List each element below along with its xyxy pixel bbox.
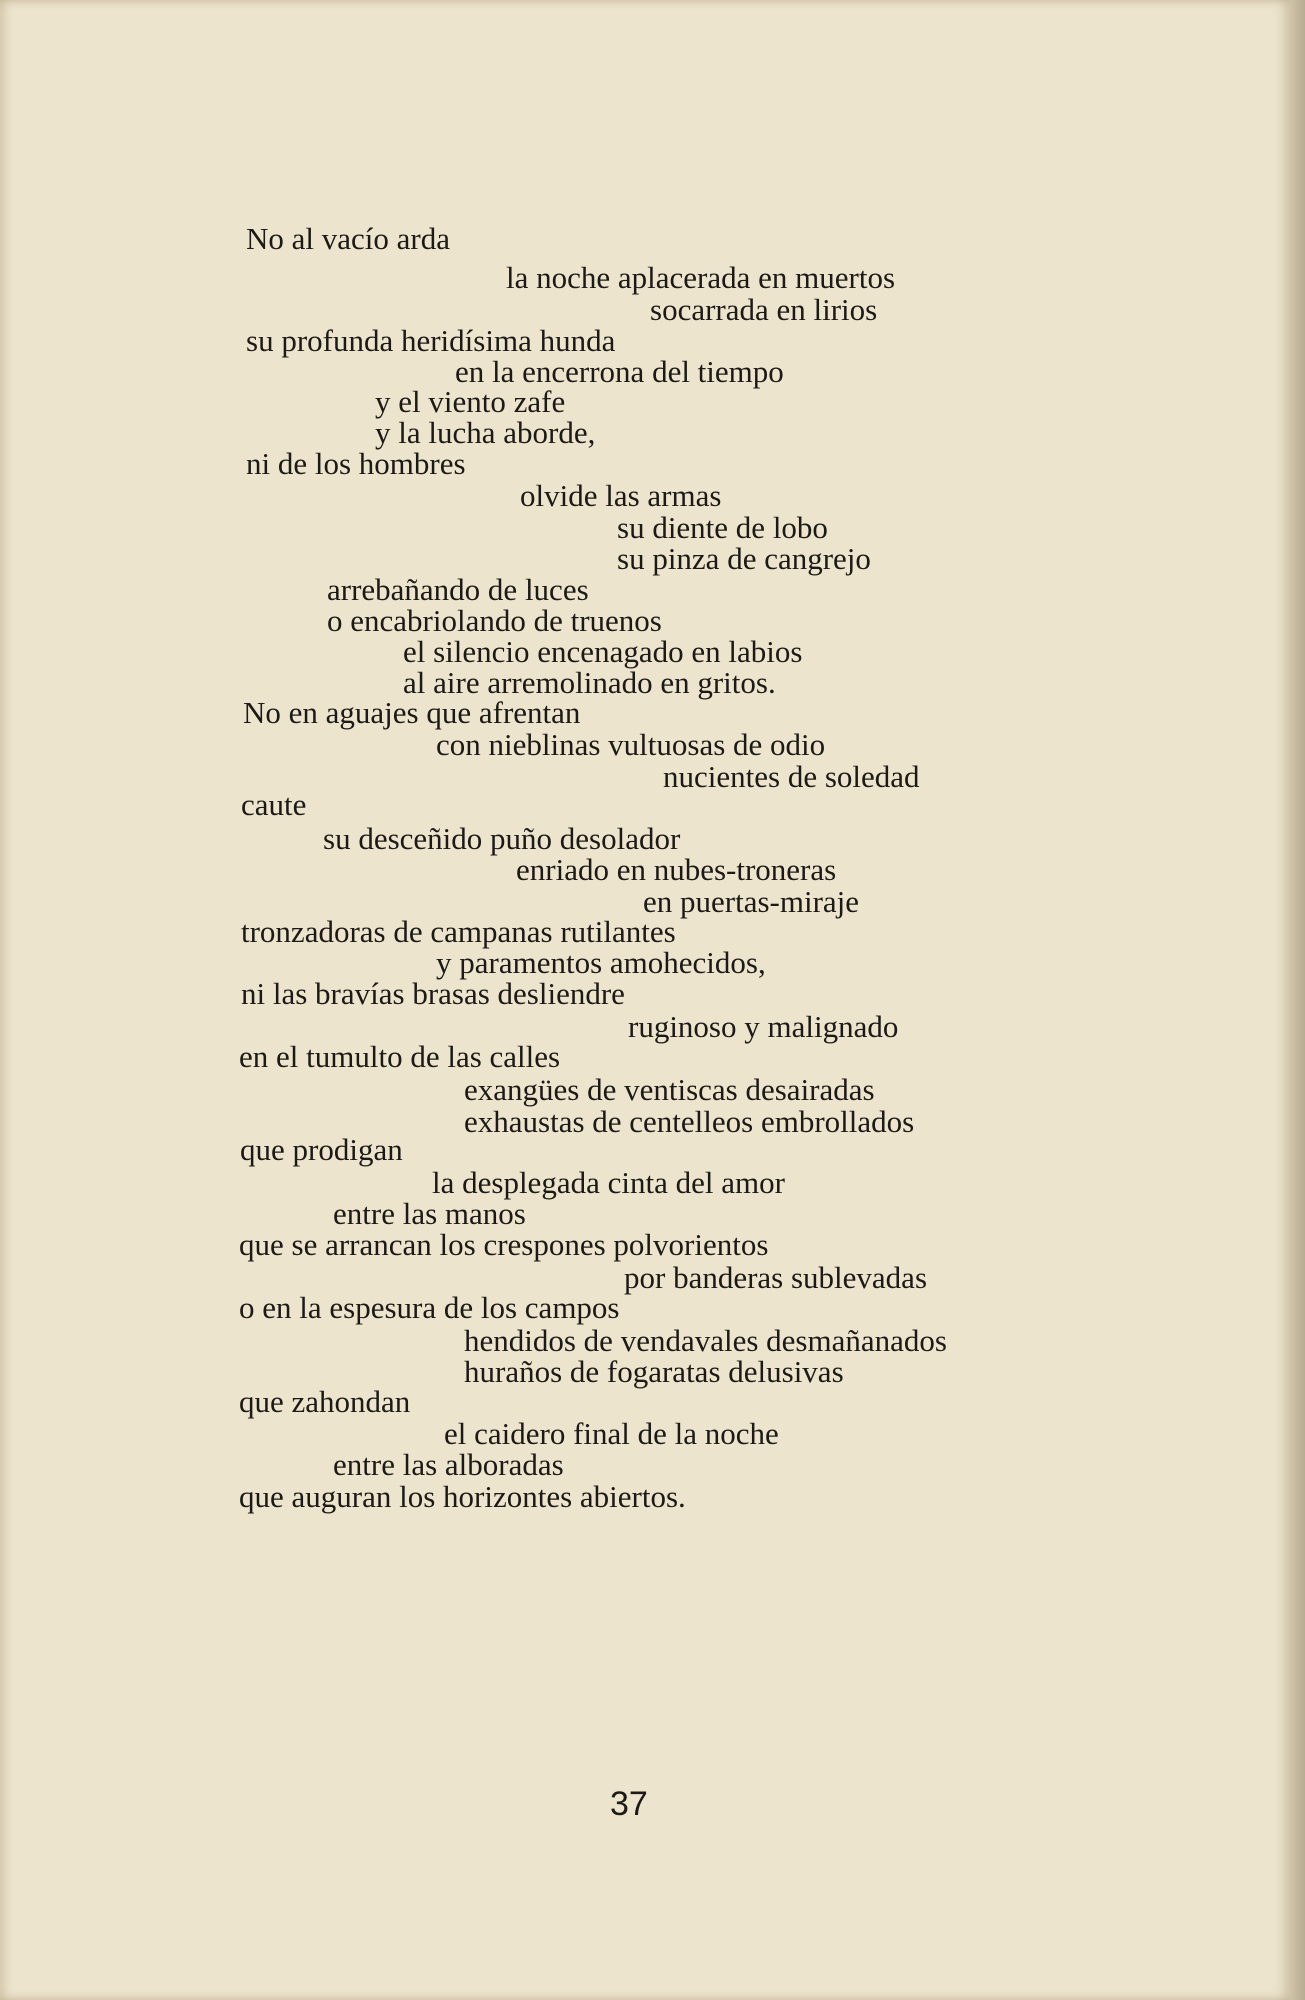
poem-line: ruginoso y malignado bbox=[628, 1009, 899, 1044]
poem-line: ni de los hombres bbox=[246, 446, 466, 481]
poem-line: su diente de lobo bbox=[617, 510, 828, 545]
poem-line: que se arrancan los crespones polvorientos bbox=[239, 1227, 769, 1262]
poem-line: socarrada en lirios bbox=[650, 292, 878, 327]
page-number: 37 bbox=[610, 1785, 648, 1823]
poem-line: arrebañando de luces bbox=[327, 572, 589, 607]
poem-line: ni las bravías brasas desliendre bbox=[241, 976, 625, 1011]
poem-line: con nieblinas vultuosas de odio bbox=[436, 727, 826, 762]
poem-line: que zahondan bbox=[239, 1384, 411, 1419]
poem-line: su desceñido puño desolador bbox=[323, 821, 681, 856]
poem-line: en la encerrona del tiempo bbox=[455, 354, 784, 389]
poem-line: por banderas sublevadas bbox=[624, 1260, 928, 1295]
poem-line: en el tumulto de las calles bbox=[239, 1039, 561, 1074]
poem-line: nucientes de soledad bbox=[663, 759, 920, 794]
poem-line: y la lucha aborde, bbox=[375, 415, 596, 450]
poem-line: que prodigan bbox=[240, 1132, 403, 1167]
poem-line: que auguran los horizontes abiertos. bbox=[239, 1479, 686, 1514]
poem-line: el caidero final de la noche bbox=[444, 1416, 779, 1451]
poem-line: o encabriolando de truenos bbox=[327, 603, 662, 638]
poem-line: entre las manos bbox=[333, 1196, 526, 1231]
poem-line: o en la espesura de los campos bbox=[239, 1290, 620, 1325]
poem-line: caute bbox=[241, 787, 307, 822]
poem-line: su profunda heridísima hunda bbox=[246, 323, 616, 358]
poem-line: y paramentos amohecidos, bbox=[436, 945, 766, 980]
poem-line: hendidos de vendavales desmañanados bbox=[464, 1323, 947, 1358]
poem-line: la desplegada cinta del amor bbox=[432, 1165, 785, 1200]
poem-line: en puertas-miraje bbox=[643, 884, 860, 919]
poem-line: exangües de ventiscas desairadas bbox=[464, 1072, 875, 1107]
poem-line: el silencio encenagado en labios bbox=[403, 634, 803, 669]
poem-line: exhaustas de centelleos embrollados bbox=[464, 1104, 915, 1139]
poem-line: olvide las armas bbox=[520, 478, 722, 513]
poem-line: huraños de fogaratas delusivas bbox=[464, 1354, 844, 1389]
poem-line: su pinza de cangrejo bbox=[617, 541, 871, 576]
page-edge bbox=[1290, 0, 1305, 2000]
poem-line: enriado en nubes-troneras bbox=[516, 852, 837, 887]
poem-line: entre las alboradas bbox=[333, 1447, 564, 1482]
poem-line: No en aguajes que afrentan bbox=[243, 695, 581, 730]
poem-line: y el viento zafe bbox=[375, 384, 566, 419]
poem-line: al aire arremolinado en gritos. bbox=[403, 665, 776, 700]
poem-line: la noche aplacerada en muertos bbox=[506, 260, 896, 295]
poem-line: No al vacío arda bbox=[246, 221, 450, 256]
poem-line: tronzadoras de campanas rutilantes bbox=[241, 914, 676, 949]
